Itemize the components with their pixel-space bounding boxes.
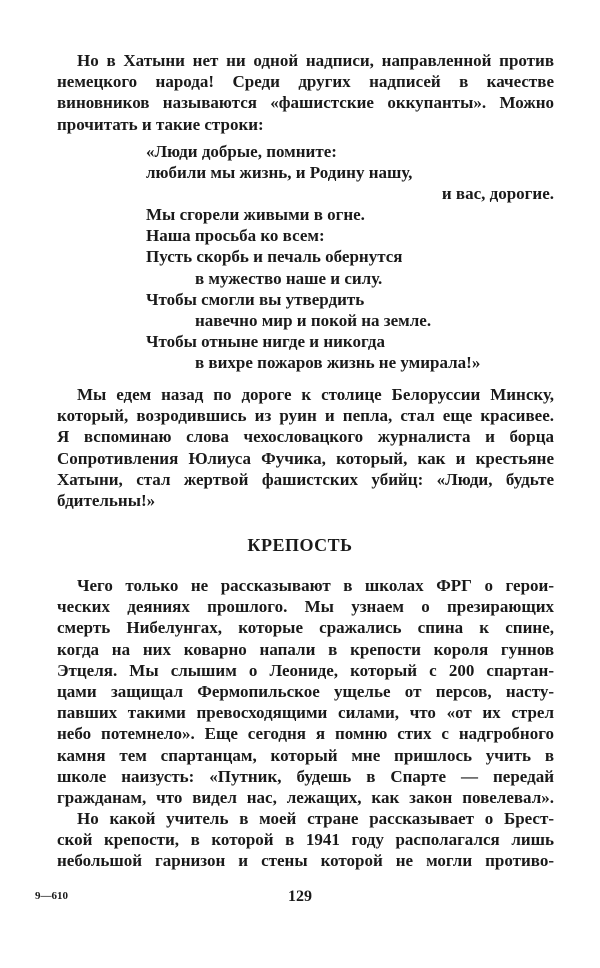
printer-signature: 9—610 xyxy=(35,890,68,902)
poem-line: Наша просьба ко всем: xyxy=(146,226,325,246)
text-line: небольшой гарнизон и стены которой не могли противо- xyxy=(57,851,554,871)
page-number: 129 xyxy=(288,888,312,905)
poem-line: Чтобы смогли вы утвердить xyxy=(146,289,365,309)
poem-line: Пусть скорбь и печаль обернутся xyxy=(146,247,403,267)
text-line: прочитать и такие строки: xyxy=(57,114,264,134)
poem-line: Чтобы отныне нигде и никогда xyxy=(146,331,385,351)
paragraph-minsk xyxy=(57,384,554,511)
text-line: Мы едем назад по дороге к столице Белоруссии Минску, xyxy=(77,385,554,404)
paragraph-khatyn-inscriptions xyxy=(57,50,554,135)
text-line: цами защищал Фермопильское ущелье от персов, насту- xyxy=(57,681,554,701)
poem-line: навечно мир и покой на земле. xyxy=(195,310,432,330)
text-line: ческих деяниях прошлого. Мы узнаем о презирающих xyxy=(57,597,554,617)
text-line: немецкого народа! Среди других надписей в качестве xyxy=(57,72,554,92)
poem-line: и вас, дорогие. xyxy=(441,184,554,204)
text-line: виновников называются «фашистские оккупанты». Можно xyxy=(57,93,554,113)
text-line: Но какой учитель в моей стране рассказывает о Брест- xyxy=(77,809,554,829)
text-line: Но в Хатыни нет ни одной надписи, направленной против xyxy=(77,51,554,70)
text-line: гражданам, что видел нас, лежащих, как закон повелевал». xyxy=(57,787,554,807)
text-line: ской крепости, в которой в 1941 году располагался лишь xyxy=(57,830,554,850)
text-line: Я вспоминаю слова чехословацкого журналиста и борца xyxy=(57,427,554,447)
poem-line: в мужество наше и силу. xyxy=(195,268,383,288)
text-line: Чего только не рассказывают в школах ФРГ о герои- xyxy=(77,576,554,595)
text-line: камня тем спартанцам, который мне пришлось учить в xyxy=(57,745,554,765)
text-line: павших такими превосходящими силами, что «от их стрел xyxy=(57,703,554,723)
poem-line: Мы сгорели живыми в огне. xyxy=(146,205,365,225)
text-line: когда на них коварно напали в крепости короля гуннов xyxy=(57,639,554,659)
text-line: смерть Нибелунгах, которые сражались спина к спине, xyxy=(57,618,554,638)
poem-quote xyxy=(146,141,554,373)
paragraph-frg-schools xyxy=(57,575,554,872)
text-line: который, возродившись из руин и пепла, стал еще красивее. xyxy=(57,406,554,426)
poem-line: «Люди добрые, помните: xyxy=(146,142,337,161)
text-line: Хатыни, стал жертвой фашистских убийц: «Люди, будьте xyxy=(57,469,554,489)
text-line: бдительны!» xyxy=(57,490,156,510)
section-heading: КРЕПОСТЬ xyxy=(247,535,353,555)
text-line: Этцеля. Мы слышим о Леониде, который с 200 спартан- xyxy=(57,660,554,680)
poem-line: любили мы жизнь, и Родину нашу, xyxy=(146,163,413,183)
text-line: небо потемнело». Еще сегодня я помню стих с надгробного xyxy=(57,724,554,744)
text-line: школе наизусть: «Путник, будешь в Спарте — передай xyxy=(57,766,554,786)
text-line: Сопротивления Юлиуса Фучика, который, как и крестьяне xyxy=(57,448,554,468)
poem-line: в вихре пожаров жизнь не умирала!» xyxy=(195,352,481,372)
